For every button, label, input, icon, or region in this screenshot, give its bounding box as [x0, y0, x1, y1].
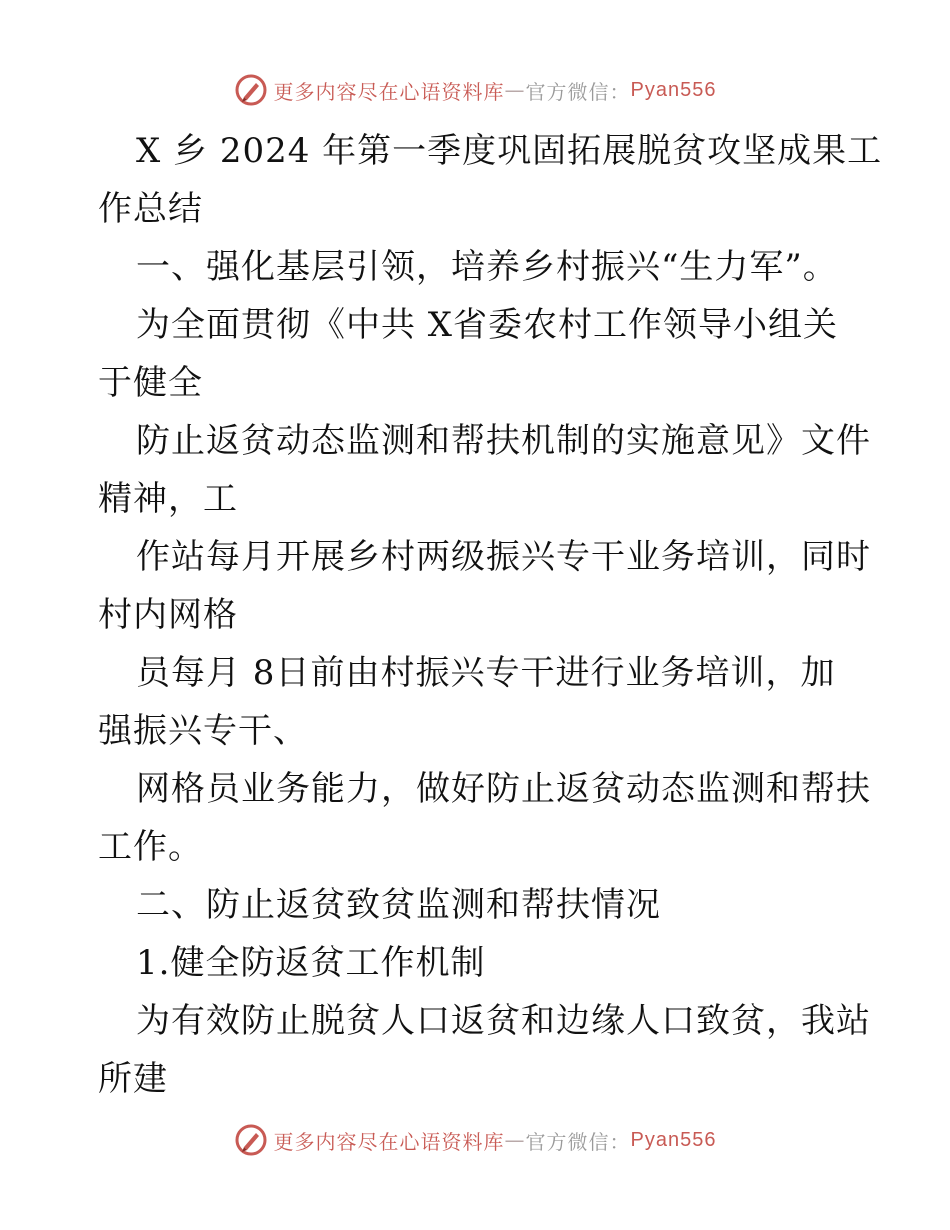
paragraph-line: 强振兴专干、 [98, 711, 308, 751]
subsection-heading: 1.健全防返贫工作机制 [136, 943, 486, 983]
paragraph-line: 为有效防止脱贫人口返贫和边缘人口致贫，我站 [136, 1001, 871, 1041]
paragraph-line: 防止返贫动态监测和帮扶机制的实施意见》文件 [136, 421, 871, 461]
paragraph-line: 员每月 8日前由村振兴专干进行业务培训，加 [136, 653, 836, 693]
document-title-line-1: X 乡 2024 年第一季度巩固拓展脱贫攻坚成果工 [136, 131, 883, 171]
banner-wechat-id: Pyan556 [630, 78, 717, 101]
banner-separator: — [504, 1128, 526, 1152]
paragraph-line: 为全面贯彻《中共 X省委农村工作领导小组关 [136, 305, 839, 345]
banner-wechat-id: Pyan556 [630, 1128, 717, 1151]
document-body [98, 122, 883, 1108]
banner-wechat-label: 官方微信： [525, 79, 631, 104]
pen-logo-icon [234, 1123, 268, 1157]
footer-banner [0, 1120, 950, 1160]
paragraph-line: 所建 [98, 1059, 168, 1099]
banner-separator: — [504, 78, 526, 102]
paragraph-line: 作站每月开展乡村两级振兴专干业务培训，同时 [136, 537, 871, 577]
section-heading-2: 二、防止返贫致贫监测和帮扶情况 [136, 885, 661, 925]
paragraph-line: 村内网格 [98, 595, 238, 635]
paragraph-line: 于健全 [98, 363, 203, 403]
banner-main-text: 更多内容尽在心语资料库 [273, 1129, 505, 1154]
paragraph-line: 精神，工 [98, 479, 238, 519]
pen-logo-icon [234, 73, 268, 107]
header-banner [0, 70, 950, 110]
section-heading-1: 一、强化基层引领，培养乡村振兴“生力军”。 [136, 247, 838, 287]
banner-wechat-label: 官方微信： [525, 1129, 631, 1154]
document-title-line-2: 作总结 [98, 189, 203, 229]
paragraph-line: 工作。 [98, 827, 203, 867]
banner-main-text: 更多内容尽在心语资料库 [273, 79, 505, 104]
paragraph-line: 网格员业务能力，做好防止返贫动态监测和帮扶 [136, 769, 871, 809]
